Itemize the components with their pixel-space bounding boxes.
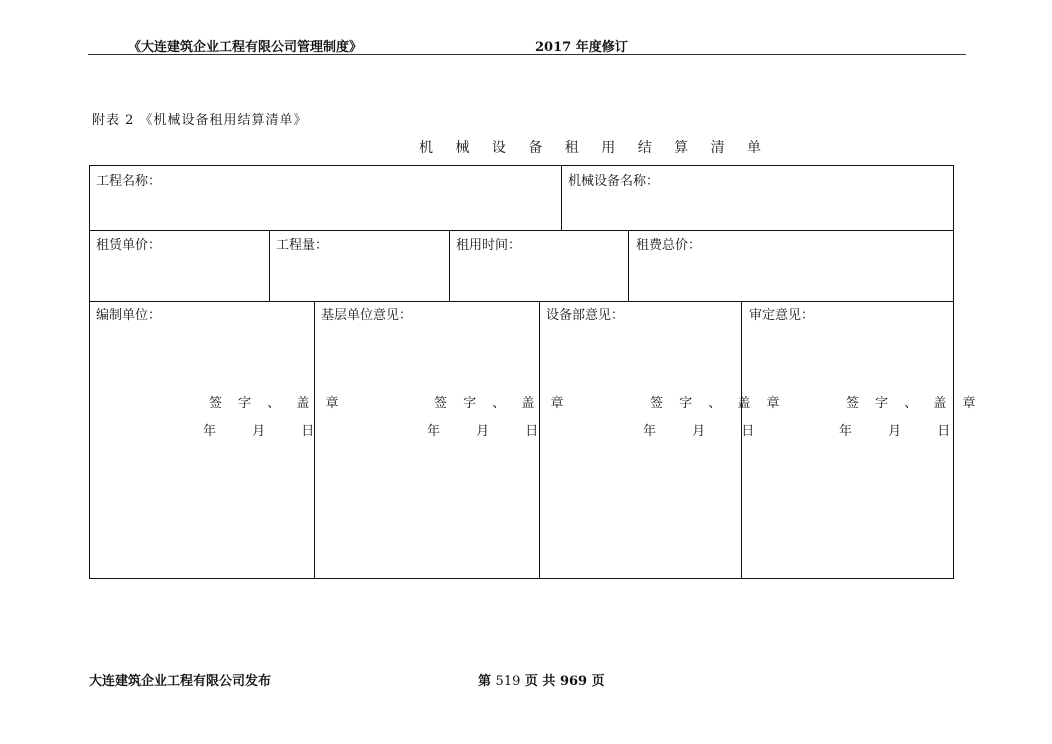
col-divider-r3a [314, 301, 315, 578]
date-grassroots: 年 月 日 [427, 424, 555, 439]
grassroots-opinion-label: 基层单位意见： [321, 308, 413, 323]
sign-seal-equipment-dept: 签 字 、 盖 章 [650, 396, 786, 411]
date-approval: 年 月 日 [839, 424, 967, 439]
publisher-footer: 大连建筑企业工程有限公司发布 [89, 674, 272, 689]
page-suffix: 页 [591, 674, 605, 689]
page-current: 519 [495, 674, 521, 689]
sign-seal-grassroots: 签 字 、 盖 章 [434, 396, 570, 411]
date-equipment-dept: 年 月 日 [643, 424, 771, 439]
total-price-label: 租费总价： [636, 238, 702, 253]
col-divider-r3c [741, 301, 742, 578]
sign-seal-approval: 签 字 、 盖 章 [846, 396, 982, 411]
revision-header: 2017 年度修订 [535, 40, 628, 55]
row-divider-1 [90, 230, 953, 231]
page-prefix: 第 [478, 674, 492, 689]
document-title-header: 《大连建筑企业工程有限公司管理制度》 [128, 40, 363, 55]
appendix-label: 附表 2 《机械设备租用结算清单》 [92, 113, 308, 128]
page-middle: 页 共 [524, 674, 556, 689]
col-divider-r2c [628, 230, 629, 301]
row-divider-2 [90, 301, 953, 302]
col-divider-r2b [449, 230, 450, 301]
page-number-footer [478, 670, 605, 689]
page-total: 969 [559, 674, 588, 689]
prepared-by-label: 编制单位： [96, 308, 162, 323]
date-prepared: 年 月 日 [203, 424, 331, 439]
project-name-label: 工程名称： [96, 174, 162, 189]
quantity-label: 工程量： [276, 238, 329, 253]
form-title: 机 械 设 备 租 用 结 算 清 单 [419, 140, 771, 156]
sign-seal-prepared: 签 字 、 盖 章 [209, 396, 345, 411]
col-divider-r3b [539, 301, 540, 578]
col-divider-r2a [269, 230, 270, 301]
header-rule [88, 54, 966, 55]
equipment-name-label: 机械设备名称： [568, 174, 660, 189]
equipment-dept-opinion-label: 设备部意见： [546, 308, 625, 323]
rental-time-label: 租用时间： [456, 238, 522, 253]
col-divider-r1 [561, 166, 562, 230]
approval-opinion-label: 审定意见： [749, 308, 815, 323]
unit-price-label: 租赁单价： [96, 238, 162, 253]
settlement-form-table [89, 165, 982, 579]
